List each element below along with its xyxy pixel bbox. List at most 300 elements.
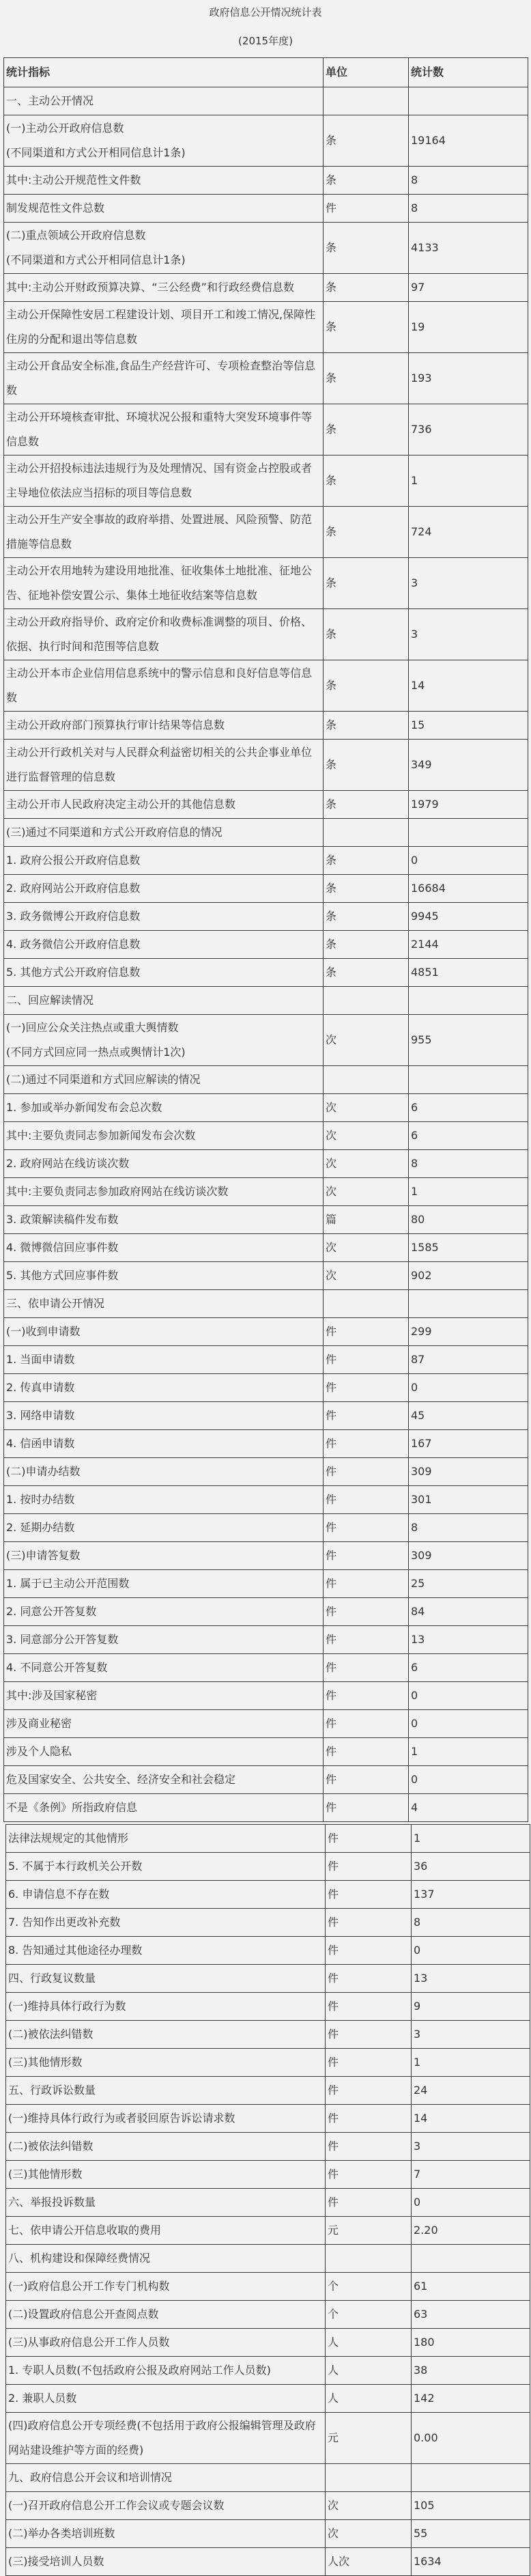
indicator-cell xyxy=(4,819,324,847)
indicator-text: 三、依申请公开情况 xyxy=(6,1297,105,1310)
indicator-text: 主动公开市人民政府决定主动公开的其他信息数 xyxy=(6,798,236,811)
value-cell: 38 xyxy=(412,2357,530,2385)
indicator-text: 六、举报投诉数量 xyxy=(8,2196,96,2209)
value-cell: 0 xyxy=(409,1766,528,1794)
unit-cell: 件 xyxy=(324,1794,409,1822)
value-cell: 2144 xyxy=(409,931,528,959)
section-row xyxy=(6,2245,530,2273)
indicator-text: 主动公开生产安全事故的政府举措、处置进展、风险预警、防范措施等信息数 xyxy=(6,513,313,550)
indicator-text: (二)通过不同渠道和方式回应解读的情况 xyxy=(6,1073,201,1086)
table-row xyxy=(6,2217,530,2245)
value-cell: 0 xyxy=(412,1937,530,1965)
unit-cell: 件 xyxy=(326,2105,412,2133)
table-row xyxy=(4,1570,528,1598)
unit-cell: 件 xyxy=(326,1825,412,1853)
unit-cell: 次 xyxy=(324,1150,409,1178)
value-cell: 84 xyxy=(409,1598,528,1626)
indicator-text: 主动公开农用地转为建设用地批准、征收集体土地批准、征地公告、征地补偿安置公示、集体土地征收结案等信息数 xyxy=(6,564,313,602)
table-row xyxy=(4,1794,528,1822)
unit-cell: 件 xyxy=(324,1430,409,1458)
table-row xyxy=(6,1993,530,2021)
value-cell: 1 xyxy=(412,2049,530,2077)
indicator-text: (二)申请办结数 xyxy=(6,1465,81,1478)
table-row xyxy=(4,1402,528,1430)
table-row xyxy=(4,1318,528,1346)
unit-cell: 条 xyxy=(324,274,409,302)
indicator-cell xyxy=(4,1458,324,1486)
indicator-cell xyxy=(6,2301,326,2329)
unit-cell: 次 xyxy=(324,1262,409,1290)
indicator-cell xyxy=(4,1430,324,1458)
unit-cell: 次 xyxy=(324,1178,409,1206)
indicator-text: (二)被依法纠错数 xyxy=(8,2140,94,2153)
table-row xyxy=(4,1178,528,1206)
value-cell xyxy=(409,819,528,847)
unit-cell: 件 xyxy=(324,1514,409,1542)
value-cell: 142 xyxy=(412,2385,530,2413)
indicator-text: 5. 其他方式回应事件数 xyxy=(6,1269,119,1282)
indicator-text: 制发规范性文件总数 xyxy=(6,201,105,214)
indicator-cell xyxy=(4,1290,324,1318)
indicator-text: (一)召开政府信息公开工作会议或专题会议数 xyxy=(8,2499,225,2512)
value-cell: 6 xyxy=(409,1094,528,1122)
indicator-cell xyxy=(4,740,324,791)
indicator-text: (三)申请答复数 xyxy=(6,1549,81,1562)
indicator-text: (三)其他情形数 xyxy=(8,2056,83,2069)
indicator-text: 一、主动公开情况 xyxy=(6,94,94,107)
value-cell: 1979 xyxy=(409,791,528,819)
indicator-cell xyxy=(4,1514,324,1542)
value-cell: 105 xyxy=(412,2492,530,2520)
unit-cell: 条 xyxy=(324,959,409,987)
unit-cell: 件 xyxy=(324,1682,409,1710)
indicator-cell xyxy=(4,1402,324,1430)
unit-cell: 个 xyxy=(326,2273,412,2301)
value-cell: 902 xyxy=(409,1262,528,1290)
indicator-cell xyxy=(6,2217,326,2245)
table-row xyxy=(4,1738,528,1766)
unit-cell: 件 xyxy=(324,1458,409,1486)
indicator-text: (一)主动公开政府信息数 xyxy=(6,122,124,135)
value-cell xyxy=(412,2464,530,2492)
value-cell xyxy=(409,1066,528,1094)
value-cell: 3 xyxy=(409,609,528,660)
table-row xyxy=(4,1122,528,1150)
indicator-text: 五、行政诉讼数量 xyxy=(8,2084,96,2097)
table-row xyxy=(4,1346,528,1374)
unit-cell xyxy=(324,87,409,115)
value-cell: 15 xyxy=(409,712,528,740)
table-row xyxy=(4,1542,528,1570)
indicator-text: 不是《条例》所指政府信息 xyxy=(6,1801,138,1814)
value-cell: 1 xyxy=(409,1738,528,1766)
indicator-cell xyxy=(4,1710,324,1738)
table-row xyxy=(4,1766,528,1794)
unit-cell: 件 xyxy=(326,1909,412,1937)
table-row xyxy=(4,875,528,903)
table-row xyxy=(4,456,528,507)
unit-cell xyxy=(326,2464,412,2492)
indicator-text: 1. 按时办结数 xyxy=(6,1493,75,1506)
unit-cell: 件 xyxy=(326,2133,412,2161)
indicator-text: 其中:主动公开规范性文件数 xyxy=(6,173,141,186)
indicator-cell xyxy=(6,2413,326,2464)
unit-cell: 件 xyxy=(324,195,409,223)
unit-cell: 条 xyxy=(324,302,409,353)
unit-cell: 件 xyxy=(324,1738,409,1766)
indicator-cell xyxy=(4,87,324,115)
indicator-text: 1. 政府公报公开政府信息数 xyxy=(6,854,141,867)
indicator-cell xyxy=(6,2548,326,2576)
indicator-text: 4. 政务微信公开政府信息数 xyxy=(6,938,141,951)
indicator-text: (二)举办各类培训班数 xyxy=(8,2527,115,2540)
unit-cell: 件 xyxy=(326,2189,412,2217)
unit-cell: 元 xyxy=(326,2217,412,2245)
unit-cell: 条 xyxy=(324,558,409,609)
unit-cell: 次 xyxy=(326,2492,412,2520)
section-row xyxy=(4,819,528,847)
table-row xyxy=(4,1374,528,1402)
table-row xyxy=(4,740,528,791)
value-cell: 1 xyxy=(409,456,528,507)
unit-cell: 条 xyxy=(324,875,409,903)
indicator-text: 3. 政策解读稿件发布数 xyxy=(6,1213,119,1226)
section-row xyxy=(4,87,528,115)
value-cell: 724 xyxy=(409,507,528,558)
page-subtitle-year: (2015年度) xyxy=(238,35,293,47)
unit-cell: 条 xyxy=(324,507,409,558)
indicator-cell xyxy=(4,791,324,819)
value-cell: 2.20 xyxy=(412,2217,530,2245)
indicator-cell xyxy=(4,195,324,223)
table-row xyxy=(4,1430,528,1458)
indicator-text: 九、政府信息公开会议和培训情况 xyxy=(8,2471,173,2484)
indicator-text: (一)回应公众关注热点或重大舆情数 xyxy=(6,1021,179,1034)
value-cell: 3 xyxy=(412,2021,530,2049)
indicator-cell xyxy=(4,1346,324,1374)
indicator-text: 主动公开环境核查审批、环境状况公报和重特大突发环境事件等信息数 xyxy=(6,410,313,448)
table-row xyxy=(4,1094,528,1122)
value-cell: 4133 xyxy=(409,223,528,274)
value-cell: 14 xyxy=(412,2105,530,2133)
unit-cell: 条 xyxy=(324,931,409,959)
unit-cell: 件 xyxy=(326,2161,412,2189)
unit-cell: 条 xyxy=(324,791,409,819)
unit-cell: 人 xyxy=(326,2357,412,2385)
indicator-cell xyxy=(6,2021,326,2049)
indicator-cell xyxy=(4,712,324,740)
table-row xyxy=(4,1710,528,1738)
value-cell: 955 xyxy=(409,1015,528,1066)
value-cell: 1 xyxy=(412,1825,530,1853)
unit-cell xyxy=(324,987,409,1015)
indicator-cell xyxy=(4,1766,324,1794)
value-cell xyxy=(409,987,528,1015)
indicator-text: (一)政府信息公开工作专门机构数 xyxy=(8,2280,170,2293)
statistics-table-main xyxy=(3,57,528,1822)
table-row xyxy=(4,1486,528,1514)
table-row xyxy=(4,959,528,987)
unit-cell: 次 xyxy=(324,1122,409,1150)
value-cell: 4 xyxy=(409,1794,528,1822)
table-row xyxy=(6,2520,530,2548)
indicator-cell xyxy=(6,1825,326,1853)
indicator-cell xyxy=(6,1853,326,1881)
unit-cell: 人 xyxy=(326,2329,412,2357)
table-row xyxy=(4,115,528,167)
indicator-cell xyxy=(4,456,324,507)
unit-cell: 元 xyxy=(326,2413,412,2464)
indicator-text: 2. 同意公开答复数 xyxy=(6,1605,97,1618)
table-row xyxy=(6,1965,530,1993)
unit-cell: 件 xyxy=(324,1346,409,1374)
value-cell: 137 xyxy=(412,1881,530,1909)
value-cell: 63 xyxy=(412,2301,530,2329)
value-cell: 19164 xyxy=(409,115,528,167)
indicator-cell xyxy=(4,223,324,274)
indicator-cell xyxy=(4,1262,324,1290)
indicator-cell xyxy=(6,2273,326,2301)
unit-cell: 条 xyxy=(324,903,409,931)
table-row xyxy=(4,1262,528,1290)
indicator-cell xyxy=(6,2245,326,2273)
statistics-table-continued xyxy=(5,1824,530,2576)
table-row xyxy=(6,2273,530,2301)
value-cell: 3 xyxy=(412,2133,530,2161)
indicator-text: (二)被依法纠错数 xyxy=(8,2028,94,2041)
table-row xyxy=(6,2385,530,2413)
indicator-text: (三)接受培训人员数 xyxy=(8,2555,104,2568)
table-row xyxy=(4,353,528,404)
value-cell: 36 xyxy=(412,1853,530,1881)
unit-cell: 条 xyxy=(324,115,409,167)
value-cell: 19 xyxy=(409,302,528,353)
unit-cell: 人次 xyxy=(326,2548,412,2576)
unit-cell: 条 xyxy=(324,712,409,740)
indicator-text: 主动公开政府部门预算执行审计结果等信息数 xyxy=(6,718,225,731)
indicator-cell xyxy=(4,1066,324,1094)
value-cell: 8 xyxy=(409,195,528,223)
indicator-text: 6. 申请信息不存在数 xyxy=(8,1888,110,1901)
indicator-cell xyxy=(4,1486,324,1514)
indicator-cell xyxy=(6,1965,326,1993)
indicator-text: (三)其他情形数 xyxy=(8,2168,83,2181)
indicator-cell xyxy=(6,2161,326,2189)
value-cell xyxy=(409,87,528,115)
indicator-cell xyxy=(4,1794,324,1822)
indicator-cell xyxy=(4,302,324,353)
table-row xyxy=(4,791,528,819)
indicator-cell xyxy=(4,1094,324,1122)
table-row xyxy=(6,2049,530,2077)
unit-cell xyxy=(324,1290,409,1318)
indicator-cell xyxy=(4,1374,324,1402)
value-cell: 61 xyxy=(412,2273,530,2301)
table-row xyxy=(4,847,528,875)
column-header-count: 统计数 xyxy=(409,58,528,87)
unit-cell: 人 xyxy=(326,2385,412,2413)
table-row xyxy=(4,1514,528,1542)
indicator-text: 7. 告知作出更改补充数 xyxy=(8,1916,121,1929)
unit-cell: 条 xyxy=(324,223,409,274)
page-title: 政府信息公开情况统计表 xyxy=(209,6,322,18)
indicator-text: 涉及商业秘密 xyxy=(6,1717,72,1730)
table-row xyxy=(6,2133,530,2161)
table-row xyxy=(4,167,528,195)
unit-cell: 次 xyxy=(324,1094,409,1122)
unit-cell: 件 xyxy=(326,1993,412,2021)
unit-cell: 件 xyxy=(324,1626,409,1654)
indicator-note: (不同方式回应同一热点或舆情计1次) xyxy=(6,1046,186,1059)
unit-cell: 件 xyxy=(324,1374,409,1402)
indicator-text: 2. 政府网站公开政府信息数 xyxy=(6,882,141,895)
indicator-cell xyxy=(4,875,324,903)
indicator-text: 其中:主要负责同志参加政府网站在线访谈次数 xyxy=(6,1185,229,1198)
indicator-cell xyxy=(4,1570,324,1598)
value-cell: 97 xyxy=(409,274,528,302)
indicator-text: 1. 专职人员数(不包括政府公报及政府网站工作人员数) xyxy=(8,2364,271,2377)
indicator-cell xyxy=(6,2520,326,2548)
unit-cell: 件 xyxy=(326,2021,412,2049)
table-row xyxy=(4,1654,528,1682)
unit-cell: 件 xyxy=(324,1598,409,1626)
value-cell xyxy=(412,2245,530,2273)
value-cell: 0.00 xyxy=(412,2413,530,2464)
indicator-text: 2. 延期办结数 xyxy=(6,1521,75,1534)
section-row xyxy=(6,2464,530,2492)
indicator-cell xyxy=(6,2357,326,2385)
indicator-text: 主动公开行政机关对与人民群众利益密切相关的公共企事业单位进行监督管理的信息数 xyxy=(6,746,313,783)
indicator-text: 4. 不同意公开答复数 xyxy=(6,1661,108,1674)
indicator-cell xyxy=(4,167,324,195)
indicator-text: (一)收到申请数 xyxy=(6,1325,81,1338)
indicator-cell xyxy=(6,2329,326,2357)
table-row xyxy=(4,712,528,740)
indicator-text: 1. 参加或举办新闻发布会总次数 xyxy=(6,1101,162,1114)
table-row xyxy=(4,274,528,302)
unit-cell: 件 xyxy=(326,2049,412,2077)
indicator-cell xyxy=(4,1234,324,1262)
indicator-text: 七、依申请公开信息收取的费用 xyxy=(8,2224,162,2237)
indicator-cell xyxy=(4,1542,324,1570)
indicator-text: 其中:涉及国家秘密 xyxy=(6,1689,98,1702)
table-row xyxy=(4,1626,528,1654)
indicator-text: 主动公开食品安全标准,食品生产经营许可、专项检查整治等信息数 xyxy=(6,359,316,397)
table-row xyxy=(4,1206,528,1234)
indicator-cell xyxy=(6,2133,326,2161)
value-cell: 55 xyxy=(412,2520,530,2548)
indicator-cell xyxy=(6,1993,326,2021)
indicator-cell xyxy=(4,1738,324,1766)
table-row xyxy=(4,1682,528,1710)
unit-cell: 件 xyxy=(326,1853,412,1881)
indicator-note: (不同渠道和方式公开相同信息计1条) xyxy=(6,253,186,266)
indicator-text: (一)维持具体行政行为或者驳回原告诉讼请求数 xyxy=(8,2112,235,2125)
indicator-cell xyxy=(4,609,324,660)
table-row xyxy=(4,1598,528,1626)
table-row xyxy=(4,903,528,931)
value-cell: 1634 xyxy=(412,2548,530,2576)
value-cell: 6 xyxy=(409,1654,528,1682)
indicator-text: 危及国家安全、公共安全、经济安全和社会稳定 xyxy=(6,1773,236,1786)
table-row xyxy=(6,1853,530,1881)
unit-cell: 件 xyxy=(324,1654,409,1682)
value-cell: 25 xyxy=(409,1570,528,1598)
indicator-text: 主动公开政府指导价、政府定价和收费标准调整的项目、价格、依据、执行时间和范围等信息数 xyxy=(6,615,313,653)
value-cell: 13 xyxy=(409,1626,528,1654)
indicator-text: 涉及个人隐私 xyxy=(6,1745,72,1758)
value-cell: 3 xyxy=(409,558,528,609)
indicator-cell xyxy=(4,507,324,558)
indicator-text: 主动公开招投标违法违规行为及处理情况、国有资金占控股或者主导地位依法应当招标的项目等信息数 xyxy=(6,462,313,499)
indicator-cell xyxy=(6,1881,326,1909)
table-row xyxy=(4,223,528,274)
unit-cell: 件 xyxy=(324,1766,409,1794)
indicator-text: 2. 政府网站在线访谈次数 xyxy=(6,1157,130,1170)
unit-cell: 条 xyxy=(324,847,409,875)
unit-cell xyxy=(324,819,409,847)
table-row xyxy=(4,558,528,609)
value-cell: 24 xyxy=(412,2077,530,2105)
value-cell: 299 xyxy=(409,1318,528,1346)
section-row xyxy=(4,987,528,1015)
table-row xyxy=(4,195,528,223)
indicator-text: 二、回应解读情况 xyxy=(6,994,94,1007)
indicator-text: 主动公开本市企业信用信息系统中的警示信息和良好信息等信息数 xyxy=(6,667,313,704)
indicator-cell xyxy=(4,1626,324,1654)
table-row xyxy=(4,1015,528,1066)
indicator-text: (四)政府信息公开专项经费(不包括用于政府公报编辑管理及政府网站建设维护等方面的经费) xyxy=(8,2419,316,2456)
table-row xyxy=(4,404,528,456)
table-row xyxy=(6,2021,530,2049)
indicator-text: 2. 兼职人员数 xyxy=(8,2392,77,2405)
indicator-text: (三)通过不同渠道和方式公开政府信息的情况 xyxy=(6,826,223,839)
indicator-text: (一)维持具体行政行为数 xyxy=(8,2000,126,2013)
table-row xyxy=(4,609,528,660)
value-cell: 8 xyxy=(412,1909,530,1937)
indicator-cell xyxy=(4,931,324,959)
unit-cell: 件 xyxy=(324,1570,409,1598)
value-cell: 14 xyxy=(409,660,528,712)
indicator-cell xyxy=(6,2105,326,2133)
unit-cell xyxy=(326,2245,412,2273)
value-cell: 8 xyxy=(409,1514,528,1542)
unit-cell: 次 xyxy=(324,1234,409,1262)
table-row xyxy=(6,2189,530,2217)
table-row xyxy=(4,931,528,959)
indicator-cell xyxy=(4,1150,324,1178)
value-cell: 167 xyxy=(409,1430,528,1458)
indicator-text: 3. 政务微博公开政府信息数 xyxy=(6,910,141,923)
indicator-text: 1. 属于已主动公开范围数 xyxy=(6,1577,130,1590)
indicator-cell xyxy=(4,903,324,931)
indicator-text: 其中:主动公开财政预算决算、“三公经费”和行政经费信息数 xyxy=(6,281,294,294)
table-header-row xyxy=(4,58,528,87)
indicator-cell xyxy=(6,1909,326,1937)
table-row xyxy=(6,2413,530,2464)
value-cell: 45 xyxy=(409,1402,528,1430)
indicator-text: (二)重点领域公开政府信息数 xyxy=(6,229,146,242)
indicator-cell xyxy=(6,2385,326,2413)
value-cell: 4851 xyxy=(409,959,528,987)
indicator-cell xyxy=(4,1598,324,1626)
value-cell xyxy=(409,1290,528,1318)
value-cell: 9945 xyxy=(409,903,528,931)
table-row xyxy=(6,2161,530,2189)
indicator-text: 3. 网络申请数 xyxy=(6,1409,75,1422)
unit-cell: 条 xyxy=(324,740,409,791)
indicator-text: 2. 传真申请数 xyxy=(6,1381,75,1394)
